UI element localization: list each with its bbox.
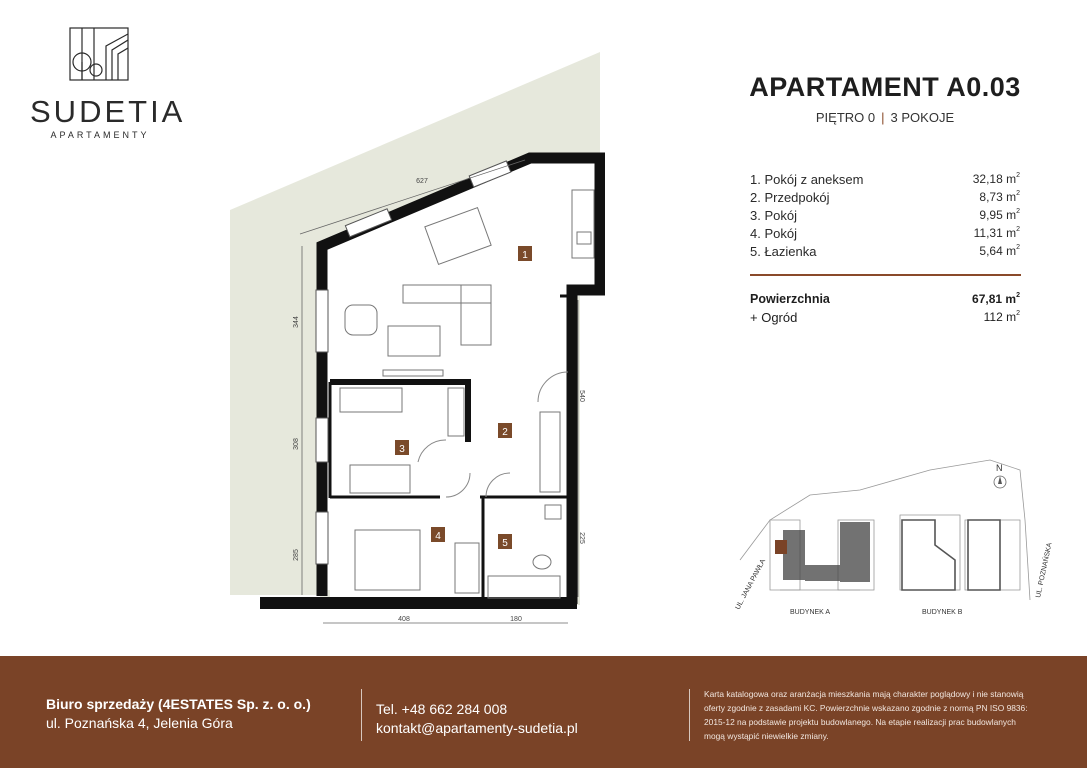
list-item [750,188,1022,206]
brand-name: SUDETIA [30,94,186,129]
building-a-label: BUDYNEK A [790,609,831,616]
room-label-5: 5 [502,538,508,549]
street-left-label: UL. JANA PAWŁA [734,558,768,611]
list-item [750,206,1022,224]
list-item [750,242,1022,260]
dim-left-1: 344 [293,316,300,328]
dim-left-3: 285 [293,549,300,561]
footer-divider [361,689,362,741]
room-area: 32,18 $m^2$ [972,172,1020,186]
dim-left-2: 308 [293,438,300,450]
total-area-label: Powierzchnia [750,292,830,306]
building-a [783,522,870,582]
room-label-1: 1 [522,250,528,261]
room-area: 11,31 $m^2$ [973,226,1020,240]
brand-subtitle: APARTAMENTY [50,130,150,140]
brand-logo [30,26,186,146]
logo-mark-icon [68,26,130,82]
room-name: 1. Pokój z aneksem [750,172,864,187]
site-plan [725,455,1055,625]
office-address: ul. Poznańska 4, Jelenia Góra [46,715,233,731]
footer [0,656,1087,768]
bottom-wall [260,597,577,609]
apartment-highlight [775,540,787,554]
room-name: 5. Łazienka [750,244,817,259]
room-name: 4. Pokój [750,226,797,241]
room-area: 8,73 $m^2$ [979,190,1020,204]
room-area: 9,95 $m^2$ [979,208,1020,222]
summary-divider [750,274,1021,276]
apartment-title: APARTAMENT A0.03 [749,72,1021,102]
disclaimer-text: Karta katalogowa oraz aranżacja mieszkania mają charakter poglądowy i nie stanowią oferty zgodnie z zasadami KC. Powierzchnie wskazano zgodnie z normą PN ISO 9836: 2015-12 na podstawie projektu budowlanego. Na etapie realizacji prac budowlanych mogą wystąpić niewielkie zmiany. [704,689,1028,741]
dim-right-2: 225 [578,532,585,544]
rooms-list [750,170,1022,260]
rooms-count-label: 3 POKOJE [890,110,955,125]
room-area: 5,64 $m^2$ [979,244,1020,258]
total-area-value: 67,81 $m^2$ [972,292,1020,306]
room-label-4: 4 [435,531,441,542]
building-b [902,520,1000,590]
room-label-3: 3 [399,444,405,455]
dim-top: 627 [416,178,428,185]
phone-link[interactable]: Tel. +48 662 284 008 [376,701,508,717]
subtitle-separator: | [881,110,885,125]
room-name: 2. Przedpokój [750,190,830,205]
building-b-label: BUDYNEK B [922,609,963,616]
list-item [750,170,1022,188]
room-name: 3. Pokój [750,208,797,223]
dim-right-1: 540 [578,390,585,402]
footer-divider [689,689,690,741]
office-title: Biuro sprzedaży (4ESTATES Sp. z. o. o.) [46,696,311,712]
garden-value: 112 $m^2$ [983,310,1020,324]
apartment-subtitle [720,110,1050,125]
compass [994,463,1006,488]
street-right-label: UL. POZNAŃSKA [1035,542,1054,599]
total-area-row [750,291,1022,309]
room-label-2: 2 [502,427,508,438]
garden-row [750,309,1022,327]
compass-north-label: N [996,463,1003,473]
dim-bottom-1: 408 [398,616,410,623]
dim-bottom-2: 180 [510,616,522,623]
floor-label: PIĘTRO 0 [815,110,876,125]
floor-plan [225,45,605,630]
garden-label: + Ogród [750,310,798,325]
list-item [750,224,1022,242]
email-link[interactable]: kontakt@apartamenty-sudetia.pl [376,720,578,736]
